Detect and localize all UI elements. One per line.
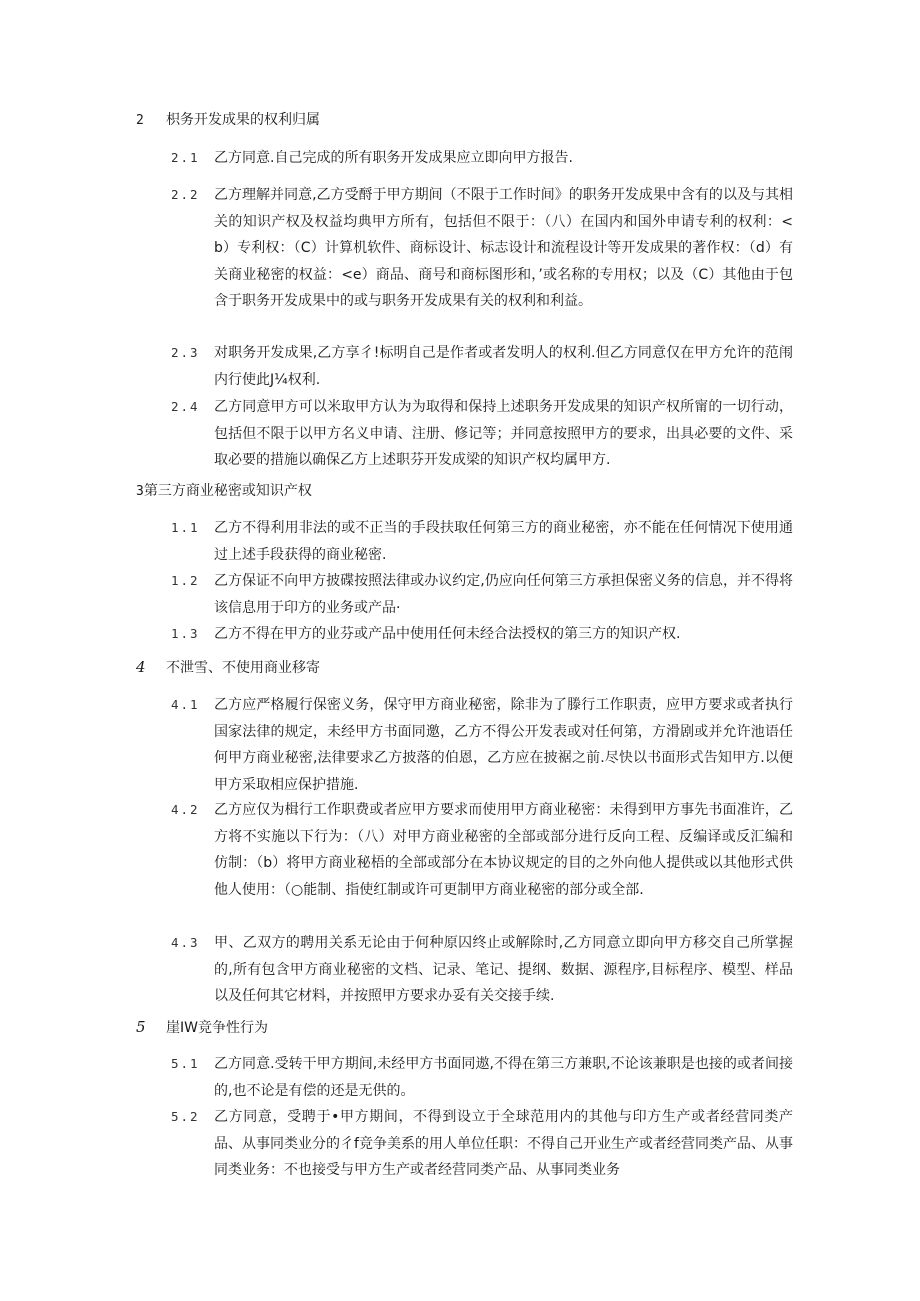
clause-text: 对职务开发成果,乙方享彳!标明自己是作者或者发明人的权利.但乙方同意仅在甲方允许的范闱内行使此J¼权利. [214,345,793,388]
clause-3-2 [171,568,793,621]
clause-number: 2.2 [171,187,200,202]
section-heading-3 [136,481,312,502]
section-heading-5 [136,1017,268,1038]
clause-number: 1.3 [171,626,200,641]
clause-number: 2.1 [171,150,200,165]
clause-number: 4.1 [171,697,200,712]
section-title: 枳务开发成果的权利归属 [166,112,320,128]
clause-4-2 [171,797,793,903]
section-heading-4 [136,657,320,678]
section-number: 5 [136,1018,146,1036]
section-number: 3 [136,484,144,499]
clause-text: 乙方同意，受聘于•甲方期间，不得到设立于全球范用内的其他与印方生产或者经营同类产品、从事同类业分的彳f竞争美系的用人单位任职：不得自己开业生产或者经营同类产品、从事同类业务：不也接受与甲方生产或者经营同类产品、从事同类业务 [214,1109,793,1178]
clause-4-3 [171,930,793,1010]
clause-2-4 [171,394,793,474]
clause-number: 5.2 [171,1109,200,1124]
clause-text: 乙方理解并同意,乙方受酹于甲方期间（不限于工作时间》的职务开发成果中含有的以及与其相关的知识产权及权益均典甲方所有，包括但不限于：（八）在国内和国外申请专利的权利：<b）专利权：（C）计算机软件、商标设计、标志设计和流程设计等开发成果的著作权：（d）有关商业秘密的权益：<e）商品、商号和商标图形和，’或名称的专用权；以及（C）其他由于包含于职务开发成果中的或与职务开发成果有关的权利和利益。 [214,187,793,309]
clause-2-1 [171,145,793,172]
clause-2-2 [171,182,793,315]
clause-5-2 [171,1104,793,1184]
clause-number: 4.3 [171,935,200,950]
clause-text: 乙方应仅为楫行工作职费或者应甲方要求而使用甲方商业秘密：未得到甲方事先书面准许，乙方将不实施以下行为：（八）对甲方商业秘密的全部或部分进行反向工程、反编译或反汇编和仿制：（b）将甲方商业秘梧的全部或部分在本协议规定的目的之外向他人提供或以其他形式供他人使用：（○能制、指使红制或许可更制甲方商业秘密的部分或全部. [214,802,793,898]
clause-number: 4.2 [171,802,200,817]
clause-3-1 [171,515,793,568]
clause-number: 1.1 [171,520,200,535]
clause-text: 甲、乙双方的聘用关系无论由于何种原囚终止或解除时,乙方同意立即向甲方移交自己所掌握的,所有包含甲方商业秘密的文档、记录、笔记、提纲、数据、源程序,目标程序、模型、样品以及任何其它材料，并按照甲方要求办妥有关交接手续. [214,935,793,1004]
clause-number: 5.1 [171,1056,200,1071]
clause-5-1 [171,1051,793,1104]
section-heading-2 [136,110,320,131]
clause-number: 2.4 [171,399,200,414]
clause-text: 乙方同意甲方可以米取甲方认为为取得和保持上述职务开发成果的知识产权所甯的一切行动，包括但不限于以甲方名义申请、注册、修记等；并同意按照甲方的要求，出具必要的文件、采取必要的措施以确保乙方上述职芬开发成梁的知识产权均属甲方. [214,399,793,468]
clause-4-1 [171,692,793,798]
clause-text: 乙方同意.自己完成的所有职务开发成果应立即向甲方报告. [214,150,573,166]
section-number: 4 [136,658,146,676]
clause-number: 1.2 [171,573,200,588]
clause-number: 2.3 [171,345,200,360]
clause-text: 乙方不得利用非法的或不正当的手段扶取任何第三方的商业秘密，亦不能在任何情况下使用通过上述手段获得的商业秘密. [214,520,793,563]
section-number: 2 [136,113,144,128]
clause-2-3 [171,340,793,393]
section-title: 第三方商业秘密或知识产权 [143,483,312,499]
section-title: 不泄雪、不使用商业移寄 [166,660,320,676]
clause-text: 乙方保证不向甲方披碟按照法律或办议约定,仍应向任何第三方承担保密义务的信息，并不得将该信息用于印方的业务或产品· [214,573,793,616]
clause-text: 乙方不得在甲方的业芬或产品中使用任何未经合法授权的第三方的知识产权. [214,626,681,642]
section-title: 崖IW竞争性行为 [166,1020,268,1036]
clause-text: 乙方同意.受转干甲方期间,未经甲方书面同遨,不得在第三方兼职,不论该兼职是也接的或者间接的,也不论是有偿的还是无供的。 [214,1056,793,1099]
clause-3-3 [171,621,793,648]
clause-text: 乙方应严格履行保密义务，保守甲方商业秘密，除非为了滕行工作职责，应甲方要求或者执行国家法律的规定，未经甲方书面同邀，乙方不得公开发表或对任何第，方滑剧或并允许池语任何甲方商业秘密,法律要求乙方披落的伯恩，乙方应在披裾之前.尽快以书面形式告知甲方.以便甲方采取相应保护措施. [214,697,793,793]
